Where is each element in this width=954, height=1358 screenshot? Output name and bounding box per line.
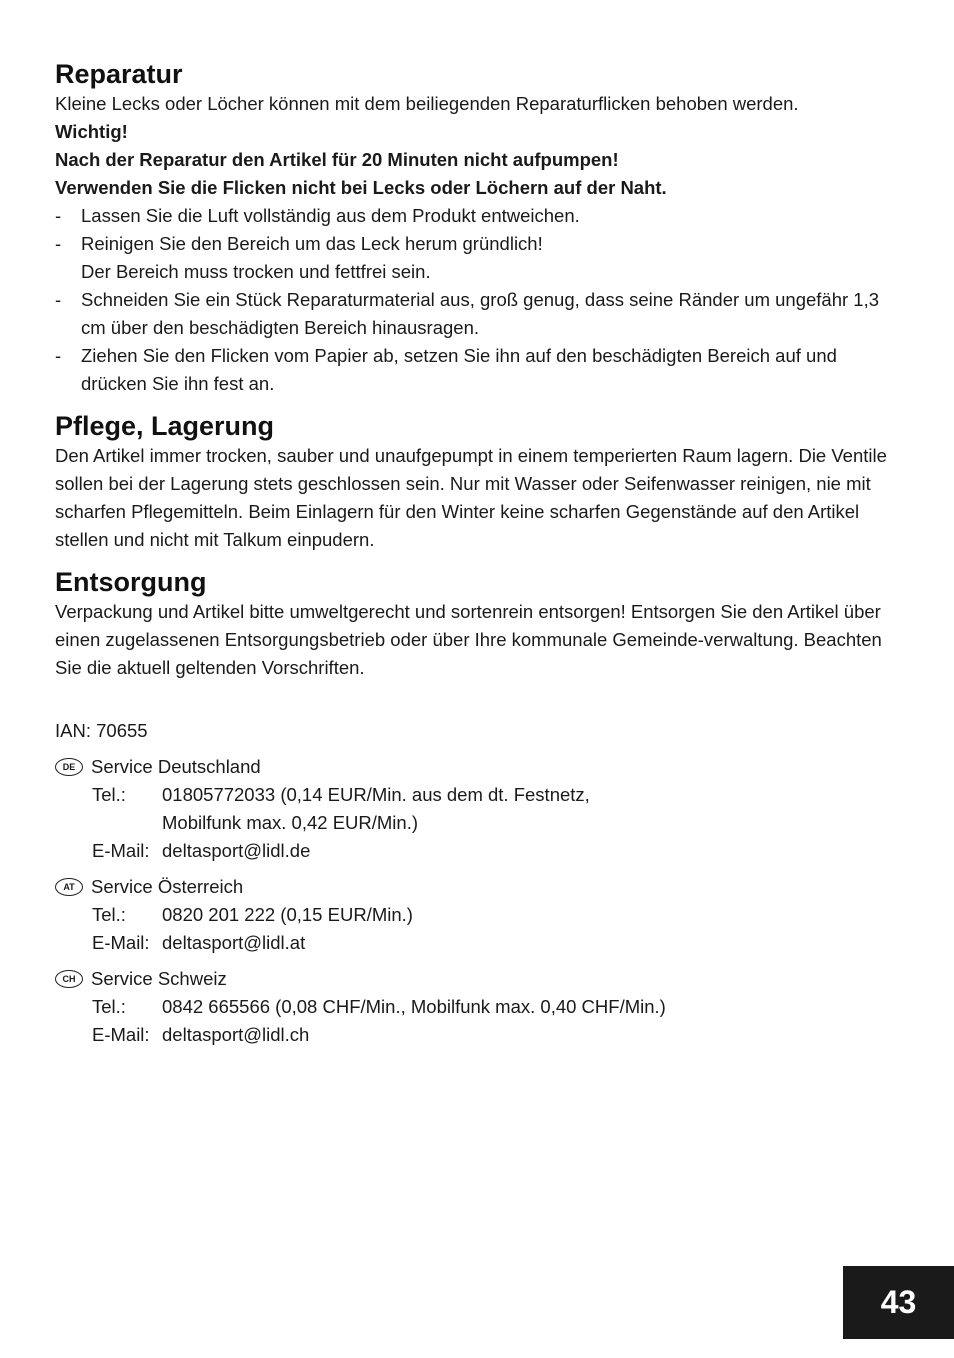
country-ch-icon: CH: [55, 970, 83, 988]
repair-steps-list: [55, 202, 900, 398]
tel-label: Tel.:: [92, 996, 126, 1017]
heading-entsorgung: Entsorgung: [55, 567, 207, 597]
tel-number: 01805772033 (0,14 EUR/Min. aus dem dt. Festnetz,: [162, 784, 590, 805]
entsorgung-text: Verpackung und Artikel bitte umweltgerecht und sortenrein entsorgen! Entsorgen Sie den Artikel über einen zugelassenen Entsorgungsbetrieb oder über Ihre kommunale Gemeinde-verwaltung. Beachten Sie die aktuell geltenden Vorschriften.: [55, 601, 882, 678]
warning-important: Wichtig!: [55, 121, 128, 142]
mail-address: deltasport@lidl.at: [162, 932, 306, 953]
ian-number: IAN: 70655: [55, 720, 148, 741]
section-pflege: [55, 410, 900, 554]
tel-number: 0820 201 222 (0,15 EUR/Min.): [162, 904, 413, 925]
service-switzerland: [55, 965, 900, 1049]
mail-label: E-Mail:: [92, 1024, 150, 1045]
mail-address: deltasport@lidl.ch: [162, 1024, 310, 1045]
list-item: - Reinigen Sie den Bereich um das Leck herum gründlich! Der Bereich muss trocken und fettfrei sein.: [55, 233, 543, 282]
mail-label: E-Mail:: [92, 932, 150, 953]
service-name: Service Schweiz: [91, 968, 227, 989]
tel-extra: Mobilfunk max. 0,42 EUR/Min.): [162, 812, 419, 833]
tel-label: Tel.:: [92, 904, 126, 925]
page-content: [55, 58, 900, 1049]
list-item: - Lassen Sie die Luft vollständig aus dem Produkt entweichen.: [55, 205, 580, 226]
list-item: - Schneiden Sie ein Stück Reparaturmaterial aus, groß genug, dass seine Ränder um ungefähr 1,3 cm über den beschädigten Bereich hinausragen.: [55, 289, 880, 338]
pflege-text: Den Artikel immer trocken, sauber und unaufgepumpt in einem temperierten Raum lagern. Die Ventile sollen bei der Lagerung stets geschlossen sein. Nur mit Wasser oder Seifenwasser reinigen, nie mit scharfen Pflegemitteln. Beim Einlagern für den Winter keine scharfen Gegenstände auf den Artikel stellen und nicht mit Talkum einpudern.: [55, 445, 887, 550]
service-germany: [55, 753, 900, 865]
mail-address: deltasport@lidl.de: [162, 840, 311, 861]
heading-reparatur: Reparatur: [55, 59, 183, 89]
warning-seam: Verwenden Sie die Flicken nicht bei Lecks oder Löchern auf der Naht.: [55, 177, 667, 198]
mail-label: E-Mail:: [92, 840, 150, 861]
list-item: - Ziehen Sie den Flicken vom Papier ab, setzen Sie ihn auf den beschädigten Bereich auf und drücken Sie ihn fest an.: [55, 345, 837, 394]
page-number: 43: [843, 1266, 954, 1339]
service-austria: [55, 873, 900, 957]
country-at-icon: AT: [55, 878, 83, 896]
country-de-icon: DE: [55, 758, 83, 776]
heading-pflege: Pflege, Lagerung: [55, 411, 275, 441]
service-name: Service Österreich: [91, 876, 244, 897]
tel-label: Tel.:: [92, 784, 126, 805]
section-reparatur: [55, 58, 900, 398]
warning-no-inflate: Nach der Reparatur den Artikel für 20 Minuten nicht aufpumpen!: [55, 149, 619, 170]
service-name: Service Deutschland: [91, 756, 261, 777]
tel-number: 0842 665566 (0,08 CHF/Min., Mobilfunk max. 0,40 CHF/Min.): [162, 996, 666, 1017]
section-entsorgung: [55, 566, 900, 682]
reparatur-intro: Kleine Lecks oder Löcher können mit dem beiliegenden Reparaturflicken behoben werden.: [55, 93, 799, 114]
